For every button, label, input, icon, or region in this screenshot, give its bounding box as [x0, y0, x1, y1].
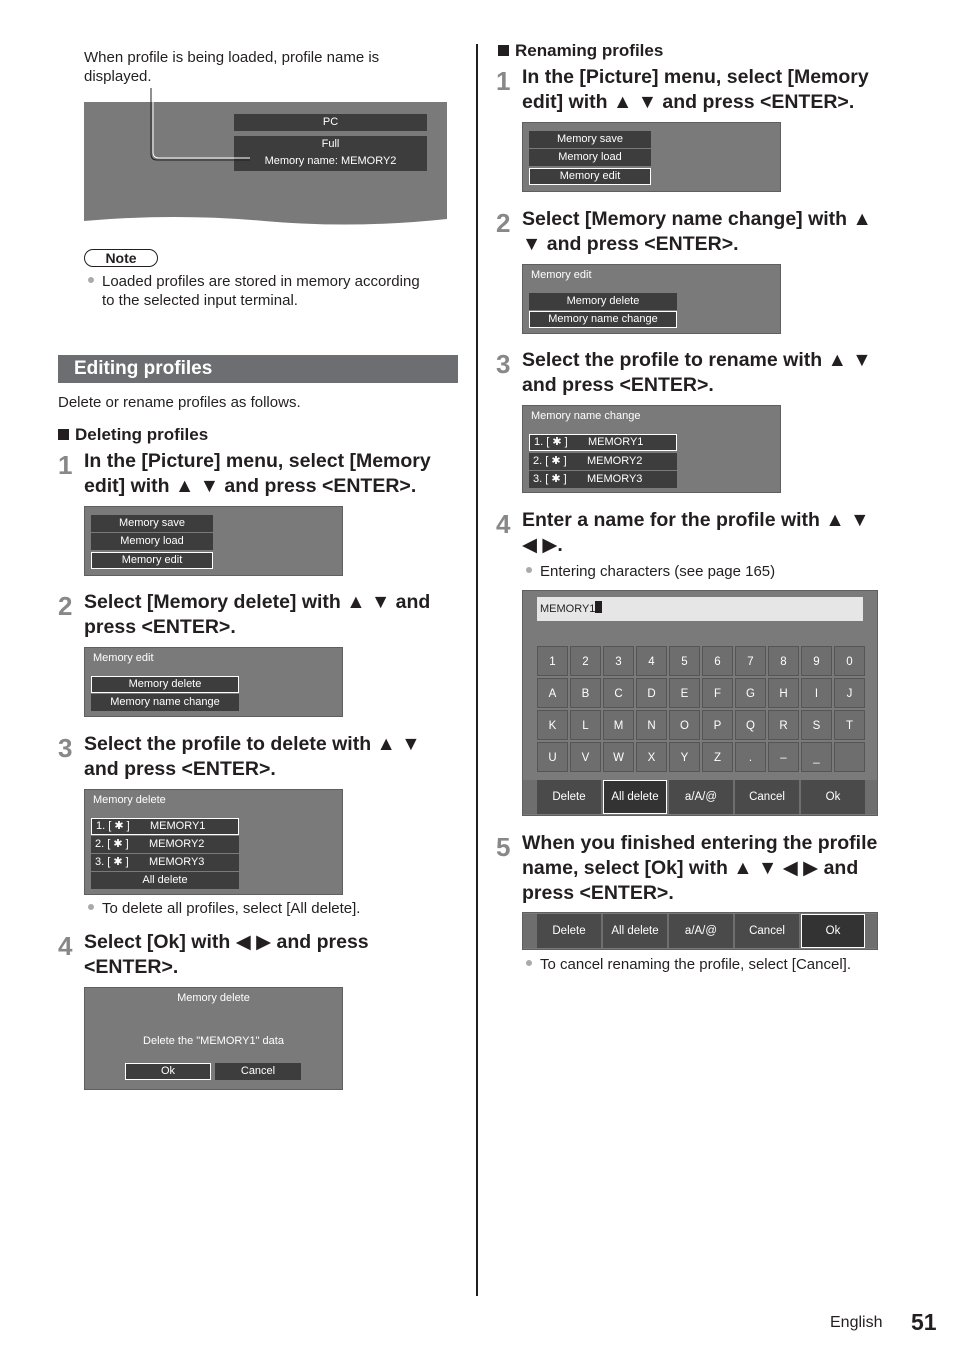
- step-number: 1: [58, 450, 73, 480]
- screen-wave: [84, 215, 447, 229]
- keyboard-button-row: [523, 780, 877, 814]
- keyboard-key[interactable]: G: [735, 678, 766, 708]
- square-bullet-icon: [498, 45, 509, 56]
- menu-item-memory-delete[interactable]: Memory delete: [529, 293, 677, 310]
- screen-title: Memory edit: [531, 269, 592, 281]
- mode-label: Full: [321, 138, 340, 150]
- name-input[interactable]: MEMORY1: [537, 597, 863, 621]
- profile-row[interactable]: 2. [ ✱ ] MEMORY2: [91, 836, 239, 853]
- keyboard-key[interactable]: K: [537, 710, 568, 740]
- intro-line-2: displayed.: [84, 68, 152, 85]
- keyboard-key[interactable]: 2: [570, 646, 601, 676]
- keyboard-key[interactable]: N: [636, 710, 667, 740]
- step-number: 3: [496, 349, 511, 379]
- profile-row[interactable]: 1. [ ✱ ] MEMORY1: [91, 818, 239, 835]
- keyboard-key[interactable]: J: [834, 678, 865, 708]
- step-bullet: To delete all profiles, select [All delete].: [88, 899, 360, 918]
- menu-item-memory-name-change[interactable]: Memory name change: [529, 311, 677, 328]
- keyboard-key[interactable]: C: [603, 678, 634, 708]
- input-label: PC: [234, 114, 427, 131]
- screen-title: Memory delete: [93, 794, 166, 806]
- keyboard-key[interactable]: [834, 742, 865, 772]
- keyboard-buttons-screen: [522, 912, 878, 950]
- keyboard-key[interactable]: Q: [735, 710, 766, 740]
- square-bullet-icon: [58, 429, 69, 440]
- delete-button[interactable]: Delete: [537, 914, 601, 948]
- profile-row[interactable]: 3. [ ✱ ] MEMORY3: [529, 471, 677, 488]
- all-delete-button[interactable]: All delete: [603, 914, 667, 948]
- footer-language: English: [830, 1314, 883, 1331]
- step-number: 1: [496, 66, 511, 96]
- keyboard-key[interactable]: O: [669, 710, 700, 740]
- menu-item-memory-save[interactable]: Memory save: [529, 131, 651, 148]
- keyboard-key[interactable]: Z: [702, 742, 733, 772]
- menu-item-memory-edit[interactable]: Memory edit: [91, 552, 213, 569]
- step-title: In the [Picture] menu, select [Memory edit] with ▲ ▼ and press <ENTER>.: [522, 66, 869, 113]
- memory-edit-menu-screen: [84, 506, 343, 576]
- keyboard-key[interactable]: S: [801, 710, 832, 740]
- keyboard-key[interactable]: 5: [669, 646, 700, 676]
- screen-title: Memory edit: [93, 652, 154, 664]
- step-title: In the [Picture] menu, select [Memory edit] with ▲ ▼ and press <ENTER>.: [84, 450, 431, 497]
- keyboard-key[interactable]: _: [801, 742, 832, 772]
- cursor-icon: [595, 601, 602, 613]
- keyboard-key[interactable]: 3: [603, 646, 634, 676]
- keyboard-key[interactable]: V: [570, 742, 601, 772]
- bullet-dot: [526, 567, 532, 573]
- char-mode-button[interactable]: a/A/@: [669, 914, 733, 948]
- bullet-dot: [88, 904, 94, 910]
- step-title: Select [Memory delete] with ▲ ▼ and press <ENTER>.: [84, 591, 431, 638]
- keyboard-key[interactable]: I: [801, 678, 832, 708]
- step-bullet: To cancel renaming the profile, select [Cancel].: [526, 955, 851, 974]
- keyboard-key[interactable]: A: [537, 678, 568, 708]
- keyboard-key[interactable]: 9: [801, 646, 832, 676]
- keyboard-key[interactable]: Y: [669, 742, 700, 772]
- menu-item-memory-save[interactable]: Memory save: [91, 515, 213, 532]
- keyboard-key[interactable]: D: [636, 678, 667, 708]
- keyboard-key[interactable]: –: [768, 742, 799, 772]
- delete-confirm-screen: [84, 987, 343, 1090]
- keyboard-key[interactable]: H: [768, 678, 799, 708]
- keyboard-key[interactable]: X: [636, 742, 667, 772]
- keyboard-key[interactable]: P: [702, 710, 733, 740]
- memory-delete-screen: [84, 789, 343, 895]
- key-grid: [537, 646, 865, 776]
- keyboard-key[interactable]: 8: [768, 646, 799, 676]
- step-number: 2: [58, 591, 73, 621]
- keyboard-key[interactable]: W: [603, 742, 634, 772]
- cancel-button[interactable]: Cancel: [735, 914, 799, 948]
- ok-button[interactable]: Ok: [125, 1063, 211, 1080]
- step-title: When you finished entering the profile name, select [Ok] with ▲ ▼ ◀ ▶ and press <ENTER>.: [522, 832, 878, 904]
- keyboard-key[interactable]: 7: [735, 646, 766, 676]
- step-number: 3: [58, 733, 73, 763]
- screen-title: Memory name change: [531, 410, 641, 422]
- menu-item-memory-edit[interactable]: Memory edit: [529, 168, 651, 185]
- step-number: 4: [496, 509, 511, 539]
- profile-row[interactable]: 1. [ ✱ ] MEMORY1: [529, 434, 677, 451]
- info-box: [234, 136, 427, 171]
- step-number: 2: [496, 208, 511, 238]
- memory-edit-menu-screen: [522, 122, 781, 192]
- step-number: 5: [496, 832, 511, 862]
- step-number: 4: [58, 931, 73, 961]
- keyboard-key[interactable]: M: [603, 710, 634, 740]
- keyboard-key[interactable]: L: [570, 710, 601, 740]
- step-bullet: Entering characters (see page 165): [526, 562, 775, 581]
- ok-button[interactable]: Ok: [801, 914, 865, 948]
- keyboard-key[interactable]: B: [570, 678, 601, 708]
- screen-title: Memory delete: [177, 992, 250, 1004]
- note-line-2: to the selected input terminal.: [102, 292, 298, 309]
- profile-loaded-screen: [84, 102, 447, 229]
- keyboard-key[interactable]: 1: [537, 646, 568, 676]
- intro-text: [84, 48, 379, 86]
- keyboard-key[interactable]: 0: [834, 646, 865, 676]
- keyboard-key[interactable]: 4: [636, 646, 667, 676]
- menu-item-memory-name-change[interactable]: Memory name change: [91, 694, 239, 711]
- keyboard-key[interactable]: U: [537, 742, 568, 772]
- all-delete-button[interactable]: All delete: [603, 780, 667, 814]
- keyboard-key[interactable]: T: [834, 710, 865, 740]
- keyboard-screen: [522, 590, 878, 816]
- cancel-button[interactable]: Cancel: [735, 780, 799, 814]
- menu-item-memory-delete[interactable]: Memory delete: [91, 676, 239, 693]
- bullet-dot: [88, 277, 94, 283]
- menu-item-memory-load[interactable]: Memory load: [529, 149, 651, 166]
- ok-button[interactable]: Ok: [801, 780, 865, 814]
- profile-row[interactable]: 2. [ ✱ ] MEMORY2: [529, 453, 677, 470]
- intro-line-1: When profile is being loaded, profile name is: [84, 49, 380, 66]
- deleting-heading: Deleting profiles: [58, 425, 208, 445]
- note-label: Note: [84, 249, 158, 267]
- keyboard-key[interactable]: 6: [702, 646, 733, 676]
- step-title: Select the profile to rename with ▲ ▼ and press <ENTER>.: [522, 349, 872, 396]
- memory-name-label: Memory name: MEMORY2: [264, 155, 397, 167]
- cancel-button[interactable]: Cancel: [215, 1063, 301, 1080]
- section-title: Editing profiles: [58, 355, 458, 383]
- step-title: Select [Memory name change] with ▲ ▼ and press <ENTER>.: [522, 208, 872, 255]
- keyboard-key[interactable]: F: [702, 678, 733, 708]
- char-mode-button[interactable]: a/A/@: [669, 780, 733, 814]
- bullet-dot: [526, 960, 532, 966]
- memory-edit-submenu-screen: [84, 647, 343, 717]
- all-delete-item[interactable]: All delete: [91, 872, 239, 889]
- step-title: Enter a name for the profile with ▲ ▼ ◀ ▶.: [522, 509, 870, 556]
- keyboard-key[interactable]: R: [768, 710, 799, 740]
- step-title: Select the profile to delete with ▲ ▼ and press <ENTER>.: [84, 733, 421, 780]
- delete-button[interactable]: Delete: [537, 780, 601, 814]
- keyboard-key[interactable]: .: [735, 742, 766, 772]
- page-number: 51: [911, 1309, 937, 1335]
- memory-edit-submenu-screen: [522, 264, 781, 334]
- confirm-message: Delete the "MEMORY1" data: [143, 1035, 284, 1047]
- memory-name-change-screen: [522, 405, 781, 493]
- step-title: Select [Ok] with ◀ ▶ and press <ENTER>.: [84, 931, 369, 978]
- profile-row[interactable]: 3. [ ✱ ] MEMORY3: [91, 854, 239, 871]
- keyboard-key[interactable]: E: [669, 678, 700, 708]
- renaming-heading: Renaming profiles: [498, 41, 663, 61]
- note-line-1: Loaded profiles are stored in memory according: [102, 273, 420, 290]
- note-bullet: [88, 272, 420, 310]
- keyboard-button-row: [523, 914, 877, 948]
- menu-item-memory-load[interactable]: Memory load: [91, 533, 213, 550]
- section-desc: Delete or rename profiles as follows.: [58, 394, 301, 411]
- callout-line: [140, 86, 260, 166]
- column-divider: [476, 44, 478, 1296]
